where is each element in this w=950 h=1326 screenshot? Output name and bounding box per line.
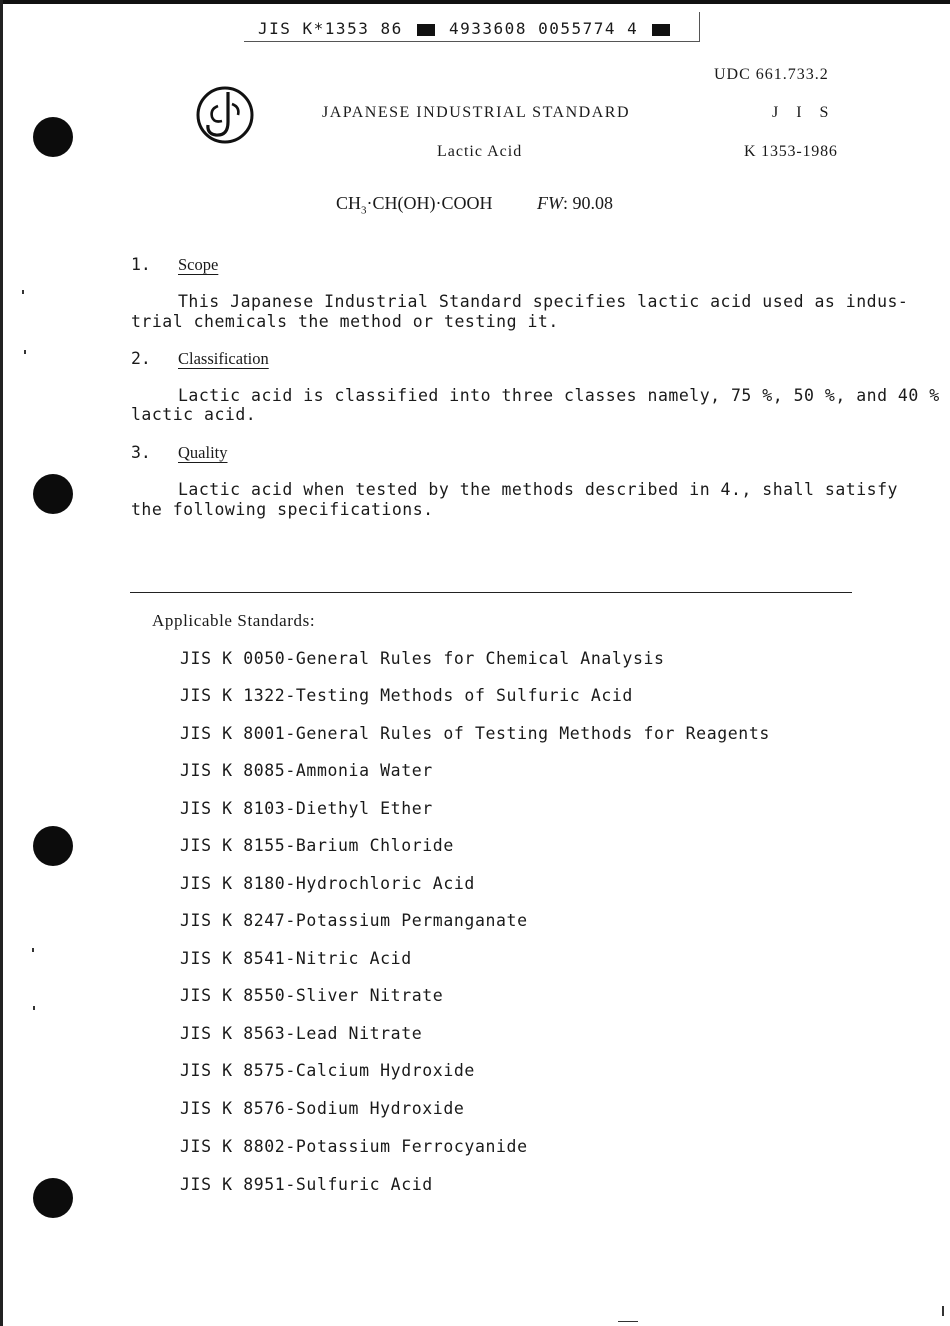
fw-label: FW — [537, 193, 563, 213]
catalog-code-line — [258, 19, 673, 38]
standard-list-item: JIS K 8247-Potassium Permanganate — [180, 911, 528, 930]
formula-weight — [537, 193, 613, 214]
section-text-line: lactic acid. — [131, 405, 257, 424]
chemical-formula — [336, 193, 493, 217]
jis-label: J I S — [772, 104, 836, 121]
fw-value: : 90.08 — [563, 193, 614, 213]
jis-mark-icon — [192, 82, 258, 148]
scan-speck — [24, 350, 26, 354]
standard-list-item: JIS K 8103-Diethyl Ether — [180, 799, 433, 818]
punch-hole-4 — [33, 1178, 73, 1218]
standard-list-item: JIS K 8951-Sulfuric Acid — [180, 1175, 433, 1194]
standard-list-item: JIS K 1322-Testing Methods of Sulfuric Acid — [180, 686, 633, 705]
section-number: 3. — [131, 443, 151, 462]
standard-list-item: JIS K 8085-Ammonia Water — [180, 761, 433, 780]
section-title-scope: Scope — [178, 255, 219, 274]
scan-speck — [942, 1306, 944, 1316]
section-text-line: trial chemicals the method or testing it. — [131, 312, 559, 331]
code-block-mark — [417, 24, 435, 36]
catalog-code-b: 4933608 0055774 4 — [449, 19, 639, 38]
header-tick — [699, 12, 700, 42]
udc-number: UDC 661.733.2 — [714, 66, 829, 83]
applicable-standards-heading: Applicable Standards: — [152, 611, 316, 630]
section-number: 2. — [131, 349, 151, 368]
jis-number: K 1353-1986 — [744, 143, 838, 160]
standard-list-item: JIS K 8563-Lead Nitrate — [180, 1024, 423, 1043]
standard-list-item: JIS K 8001-General Rules of Testing Methods for Reagents — [180, 724, 770, 743]
code-block-mark — [652, 24, 670, 36]
standard-heading: JAPANESE INDUSTRIAL STANDARD — [322, 104, 630, 121]
header-underline — [244, 41, 700, 42]
scan-speck — [618, 1321, 638, 1322]
scan-top-border — [0, 0, 950, 4]
formula-subscript: 3 — [361, 204, 367, 217]
standard-list-item: JIS K 8575-Calcium Hydroxide — [180, 1061, 475, 1080]
standard-list-item: JIS K 8155-Barium Chloride — [180, 836, 454, 855]
section-title-quality: Quality — [178, 443, 228, 462]
standard-list-item: JIS K 0050-General Rules for Chemical Analysis — [180, 649, 665, 668]
scan-speck — [33, 1006, 35, 1010]
standard-list-item: JIS K 8550-Sliver Nitrate — [180, 986, 444, 1005]
standard-list-item: JIS K 8802-Potassium Ferrocyanide — [180, 1137, 528, 1156]
punch-hole-2 — [33, 474, 73, 514]
punch-hole-1 — [33, 117, 73, 157]
document-subject: Lactic Acid — [437, 143, 523, 160]
section-text-line: Lactic acid is classified into three classes namely, 75 %, 50 %, and 40 % — [178, 386, 940, 405]
scan-speck — [22, 290, 24, 294]
section-text-line: This Japanese Industrial Standard specifies lactic acid used as indus- — [178, 292, 909, 311]
formula-part-2: ·CH(OH)·COOH — [366, 193, 493, 213]
formula-part-1: CH — [336, 193, 362, 213]
scan-speck — [32, 948, 34, 952]
standard-list-item: JIS K 8541-Nitric Acid — [180, 949, 412, 968]
standard-list-item: JIS K 8576-Sodium Hydroxide — [180, 1099, 465, 1118]
section-title-classification: Classification — [178, 349, 269, 368]
catalog-code-a: JIS K*1353 86 — [258, 19, 403, 38]
section-text-line: Lactic acid when tested by the methods described in 4., shall satisfy — [178, 480, 898, 499]
section-text-line: the following specifications. — [131, 500, 434, 519]
section-number: 1. — [131, 255, 151, 274]
scan-left-edge — [0, 0, 3, 1326]
standard-list-item: JIS K 8180-Hydrochloric Acid — [180, 874, 475, 893]
punch-hole-3 — [33, 826, 73, 866]
footnote-rule — [130, 592, 852, 593]
